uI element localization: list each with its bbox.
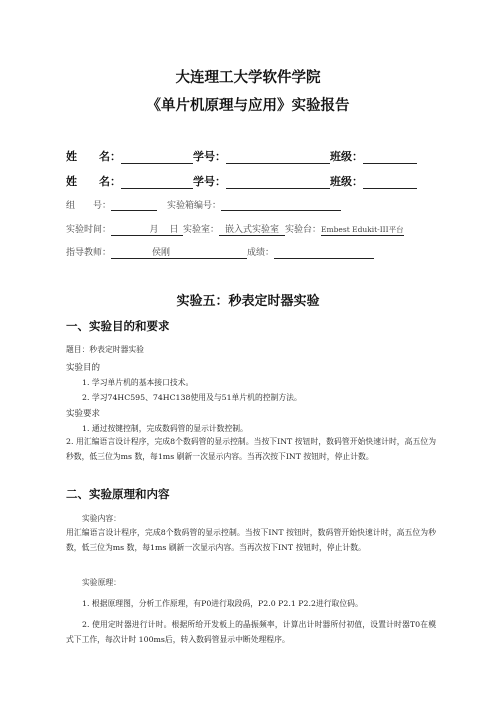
section-1-heading: 一、实验目的和要求 — [66, 319, 170, 333]
purpose-item: 1. 学习单片机的基本接口技术。 — [82, 378, 194, 387]
name-blank[interactable] — [121, 151, 193, 164]
requirement-item: 1. 通过按键控制，完成数码管的显示计数控制。 — [82, 424, 248, 433]
content-heading: 实验内容： — [82, 514, 121, 523]
platform-value: Embest Edukit-III平台 — [321, 225, 404, 234]
teacher-value: 侯刚 — [111, 245, 211, 259]
time-label: 实验时间： — [66, 225, 112, 235]
report-title: 《单片机原理与应用》实验报告 — [146, 98, 350, 114]
student-row-2 — [66, 173, 417, 189]
content-text: 用汇编语言设计程序，完成8个数码管的显示控制。当按下INT 按钮时，数码管开始快速计时，高五位为秒数，低三位为ms 数，每1ms 刷新一次显示内容。当再次按下INT 按钮时，停止计数。 — [66, 528, 436, 552]
score-blank[interactable] — [274, 248, 374, 259]
time-row — [66, 222, 404, 236]
name-label: 姓 名： — [66, 150, 121, 163]
room-value: 嵌入式实验室 — [219, 222, 285, 236]
box-blank[interactable] — [221, 200, 341, 211]
group-row — [66, 198, 341, 211]
id-label: 学号： — [193, 175, 226, 188]
name-blank[interactable] — [121, 176, 193, 189]
purpose-item: 2. 学习74HC595、74HC138使用及与51单片机的控制方法。 — [82, 393, 302, 402]
student-row-1 — [66, 148, 417, 164]
room-label: 实验室： — [183, 225, 220, 235]
class-blank[interactable] — [363, 151, 417, 164]
principle-item-2: 2. 使用定时器进行计时。根据所给开发板上的晶振频率，计算出计时器所付初值，设置计时器T0在模式下工作，每次计时 100ms后，转入数码管显示中断处理程序。 — [66, 620, 436, 644]
teacher-label: 指导教师： — [66, 248, 112, 258]
requirement-item-2: 2. 用汇编语言设计程序，完成8个数码管的显示控制。当按下INT 按钮时，数码管开始快速计时，高五位为秒数，低三位为ms 数，每1ms 刷新一次显示内容。当再次按下INT 按钮时，停止计数。 — [66, 437, 436, 461]
group-label: 组 号： — [66, 201, 112, 211]
class-label: 班级： — [330, 175, 363, 188]
platform-label: 实验台： — [285, 225, 322, 235]
school-name: 大连理工大学软件学院 — [175, 70, 321, 86]
score-label: 成绩： — [247, 248, 275, 258]
purpose-heading: 实验目的 — [66, 363, 101, 373]
topic-text: 题目：秒表定时器实验 — [66, 345, 144, 354]
principle-item: 1. 根据原理图，分析工作原理，有P0进行取段码，P2.0 P2.1 P2.2进行取位码。 — [82, 599, 363, 608]
box-label: 实验箱编号： — [167, 201, 222, 211]
id-blank[interactable] — [226, 176, 330, 189]
name-label: 姓 名： — [66, 175, 121, 188]
requirement-heading: 实验要求 — [66, 409, 101, 419]
principle-heading: 实验原理： — [82, 578, 121, 587]
teacher-row — [66, 245, 374, 259]
class-label: 班级： — [330, 150, 363, 163]
day-label: 日 — [165, 222, 183, 236]
id-label: 学号： — [193, 150, 226, 163]
section-2-heading: 二、实验原理和内容 — [66, 487, 170, 501]
group-blank[interactable] — [111, 200, 157, 211]
id-blank[interactable] — [226, 151, 330, 164]
experiment-title: 实验五：秒表定时器实验 — [176, 294, 320, 309]
month-label: 月 — [143, 222, 165, 236]
class-blank[interactable] — [363, 176, 417, 189]
